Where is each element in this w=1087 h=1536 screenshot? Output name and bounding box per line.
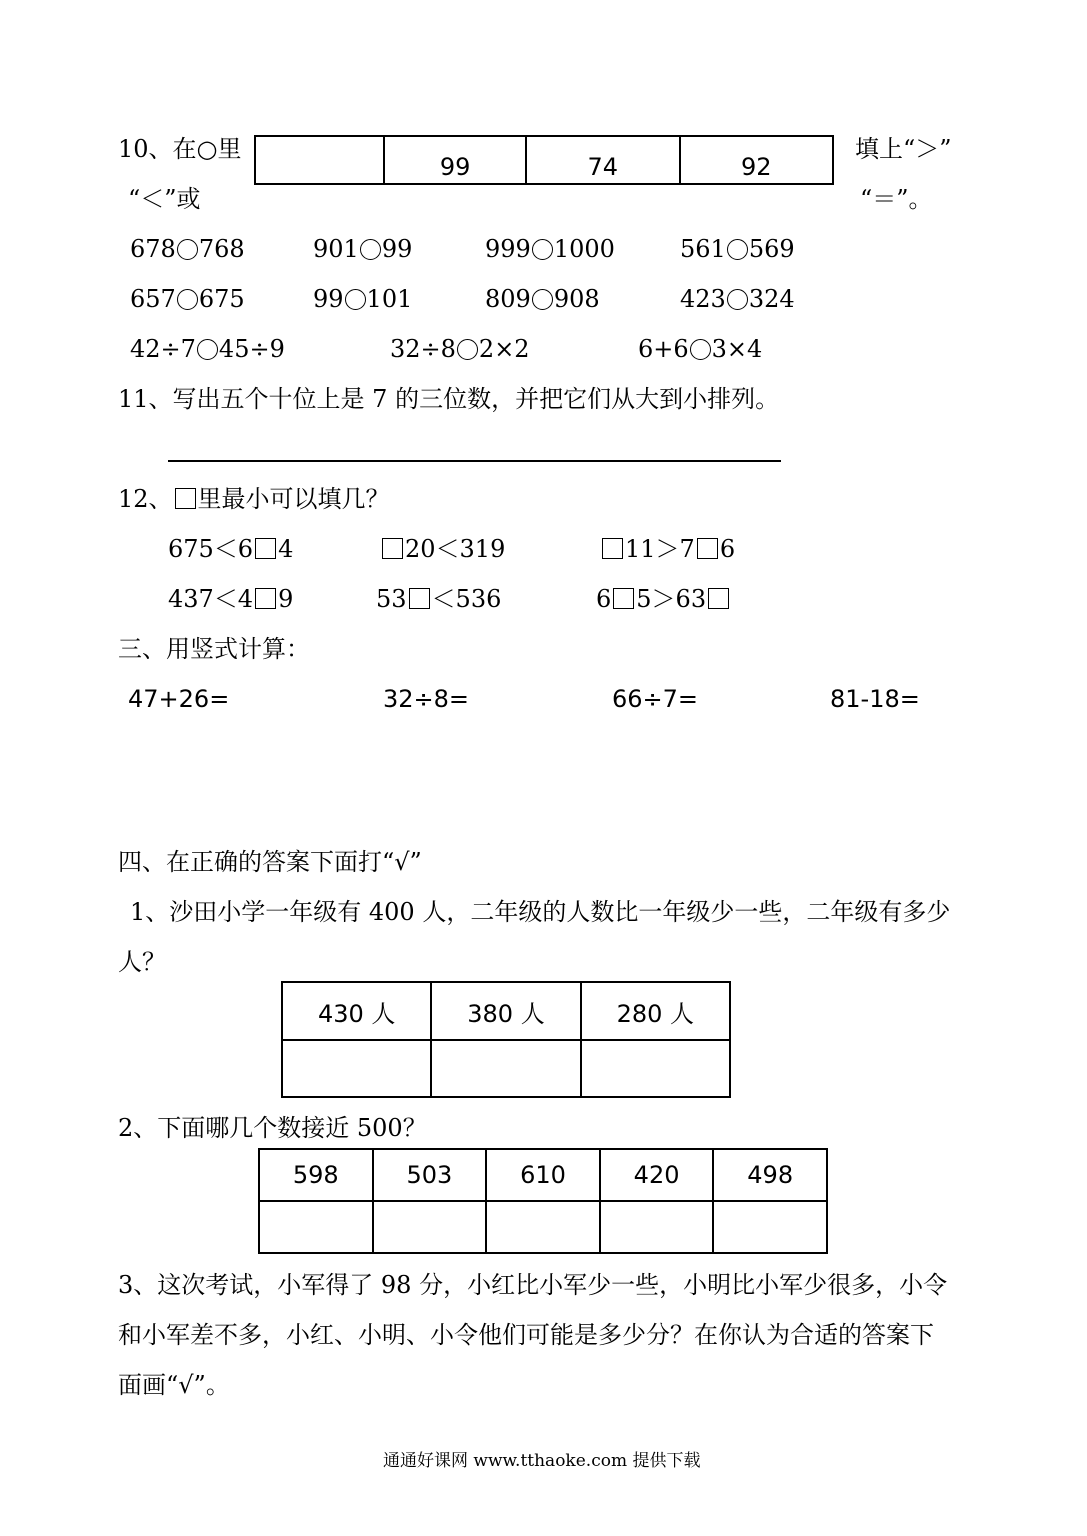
- calc-item: 81-18=: [830, 685, 920, 713]
- q10-item: 423 324: [680, 285, 795, 313]
- answer-cell[interactable]: [713, 1201, 827, 1253]
- fill-square[interactable]: [697, 538, 718, 559]
- compare-circle[interactable]: [532, 239, 553, 260]
- answer-line[interactable]: [168, 460, 781, 462]
- answer-cell[interactable]: [282, 1040, 431, 1097]
- fill-square[interactable]: [708, 588, 729, 609]
- answer-cell[interactable]: [259, 1201, 373, 1253]
- s4-q2-table: [258, 1148, 828, 1254]
- q10-item: 999 1000: [485, 235, 615, 263]
- s4-q3-line3: 面画“√”。: [118, 1371, 230, 1399]
- q10-top-cell: 92: [680, 136, 834, 184]
- q10-top-cell: 99: [384, 136, 526, 184]
- compare-circle[interactable]: [345, 289, 366, 310]
- q10-top-table: [254, 135, 834, 185]
- compare-circle[interactable]: [457, 339, 478, 360]
- q10-item: 6+6 3×4: [638, 335, 763, 363]
- q10-item: 678 768: [130, 235, 245, 263]
- compare-circle[interactable]: [360, 239, 381, 260]
- option-label: 610: [486, 1149, 600, 1201]
- calc-item: 47+26=: [128, 685, 230, 713]
- q10-top-cell: 74: [526, 136, 679, 184]
- fill-square[interactable]: [255, 538, 276, 559]
- answer-cell[interactable]: [581, 1040, 730, 1097]
- calc-item: 66÷7=: [612, 685, 699, 713]
- q10-item: 99 101: [313, 285, 413, 313]
- compare-circle[interactable]: [727, 239, 748, 260]
- s4-q1-table: [281, 981, 731, 1098]
- s4-q1-line2: 人？: [118, 948, 166, 976]
- footer-text: 通通好课网 www.tthaoke.com 提供下载: [383, 1451, 701, 1471]
- answer-cell[interactable]: [431, 1040, 580, 1097]
- fill-square[interactable]: [409, 588, 430, 609]
- fill-square[interactable]: [255, 588, 276, 609]
- q10-item: 809 908: [485, 285, 600, 313]
- option-label: 420: [600, 1149, 714, 1201]
- blank-square-icon: [175, 488, 196, 509]
- q12-item: 6 5＞63: [596, 584, 731, 614]
- compare-circle[interactable]: [177, 239, 198, 260]
- option-label: 280 人: [581, 982, 730, 1040]
- q10-label-b: “＜”或: [128, 185, 201, 213]
- calc-item: 32÷8=: [383, 685, 470, 713]
- q12-item: 53 ＜536: [376, 585, 502, 613]
- fill-square[interactable]: [613, 588, 634, 609]
- fill-square[interactable]: [382, 538, 403, 559]
- compare-circle[interactable]: [727, 289, 748, 310]
- q10-item: 561 569: [680, 235, 795, 263]
- fill-square[interactable]: [602, 538, 623, 559]
- s4-q1-line1: 1、沙田小学一年级有 400 人，二年级的人数比一年级少一些，二年级有多少: [130, 898, 951, 926]
- q12-item: 437＜4 9: [168, 585, 294, 613]
- option-label: 598: [259, 1149, 373, 1201]
- q11-text: 11、写出五个十位上是 7 的三位数，并把它们从大到小排列。: [118, 385, 780, 413]
- option-label: 503: [373, 1149, 487, 1201]
- option-label: 430 人: [282, 982, 431, 1040]
- compare-circle[interactable]: [197, 339, 218, 360]
- answer-cell[interactable]: [486, 1201, 600, 1253]
- option-label: 380 人: [431, 982, 580, 1040]
- q10-item: 657 675: [130, 285, 245, 313]
- q12-title: 12、 里最小可以填几？: [118, 485, 390, 513]
- section3-title: 三、用竖式计算：: [118, 635, 310, 663]
- s4-q3-line1: 3、这次考试，小军得了 98 分，小红比小军少一些，小明比小军少很多，小令: [118, 1271, 948, 1299]
- q10-label-c: 填上“＞”: [855, 135, 952, 163]
- q12-item: 20＜319: [380, 534, 505, 564]
- s4-q2-text: 2、下面哪几个数接近 500？: [118, 1114, 427, 1142]
- answer-cell[interactable]: [373, 1201, 487, 1253]
- s4-q3-line2: 和小军差不多，小红、小明、小令他们可能是多少分？在你认为合适的答案下: [118, 1321, 934, 1349]
- q10-item: 42÷7 45÷9: [130, 335, 285, 363]
- option-label: 498: [713, 1149, 827, 1201]
- q10-item: 901 99: [313, 235, 413, 263]
- compare-circle[interactable]: [690, 339, 711, 360]
- q10-item: 32÷8 2×2: [390, 335, 530, 363]
- q12-item: 11＞7 6: [600, 534, 735, 564]
- q10-top-cell: [255, 136, 384, 184]
- compare-circle[interactable]: [532, 289, 553, 310]
- answer-cell[interactable]: [600, 1201, 714, 1253]
- q12-item: 675＜6 4: [168, 535, 294, 563]
- q10-label-a: 10、在○里: [118, 135, 242, 163]
- section4-title: 四、在正确的答案下面打“√”: [118, 848, 422, 876]
- compare-circle[interactable]: [177, 289, 198, 310]
- q10-label-d: “＝”。: [860, 185, 933, 213]
